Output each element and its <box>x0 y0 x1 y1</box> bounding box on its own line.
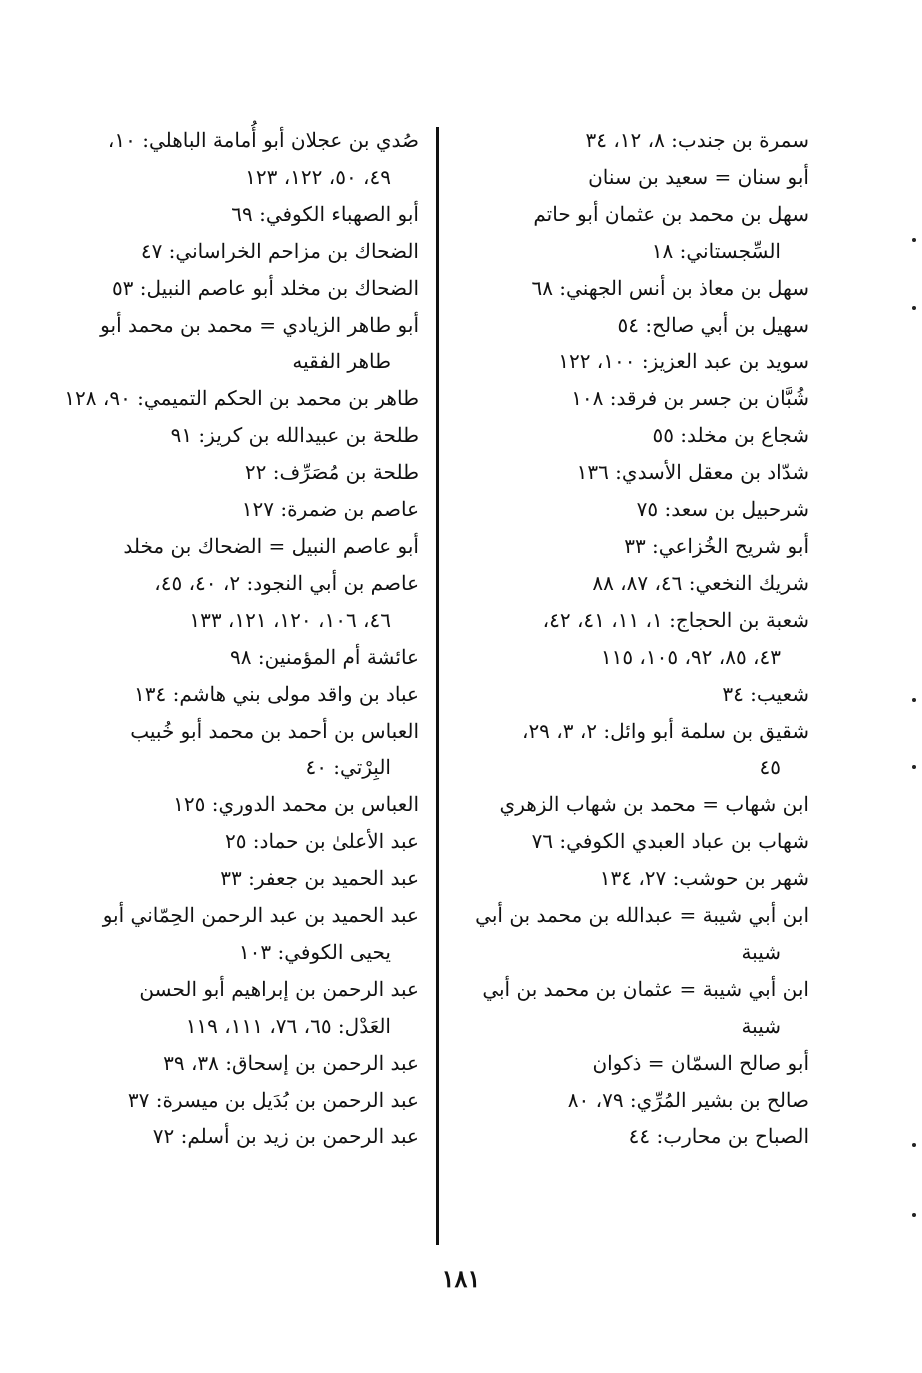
index-entry-text: الضحاك بن مزاحم الخراساني: ٤٧ <box>140 238 419 263</box>
index-entry-text: عاصم بن أبي النجود: ٢، ٤٠، ٤٥، <box>154 570 419 595</box>
index-entry <box>459 343 809 380</box>
index-entry <box>459 823 809 860</box>
index-entry <box>459 971 809 1045</box>
index-entry-text: سهيل بن أبي صالح: ٥٤ <box>617 312 809 337</box>
index-entry-text: عاصم بن ضمرة: ١٢٧ <box>241 497 419 522</box>
index-entry <box>39 786 419 823</box>
index-entry-text: عبد الرحمن بن إسحاق: ٣٨، ٣٩ <box>163 1050 419 1075</box>
index-entry-text: أبو سنان = سعيد بن سنان <box>588 164 809 189</box>
index-entry-text: سمرة بن جندب: ٨، ١٢، ٣٤ <box>585 128 809 152</box>
index-entry <box>459 122 809 159</box>
index-entry <box>39 491 419 528</box>
index-entry-text: شهر بن حوشب: ٢٧، ١٣٤ <box>599 866 809 891</box>
index-entry-text: سهل بن محمد بن عثمان أبو حاتم <box>533 201 809 226</box>
index-entry <box>459 860 809 897</box>
index-entry-text: عبد الحميد بن جعفر: ٣٣ <box>220 866 419 891</box>
index-entry-text: عبد الرحمن بن إبراهيم أبو الحسن <box>139 976 419 1001</box>
edge-mark <box>912 698 916 702</box>
index-entry-text: طاهر بن محمد بن الحكم التميمي: ٩٠، ١٢٨ <box>64 386 419 411</box>
index-entry <box>39 565 419 639</box>
index-entry-text: صُدي بن عجلان أبو أُمامة الباهلي: ١٠، <box>107 128 419 152</box>
index-entry <box>459 1082 809 1119</box>
right-column <box>459 122 809 1155</box>
index-entry-text: طلحة بن عبيدالله بن كريز: ٩١ <box>170 423 419 448</box>
index-entry-text: ابن شهاب = محمد بن شهاب الزهري <box>499 792 809 817</box>
edge-mark <box>912 1143 916 1147</box>
index-entry <box>39 307 419 381</box>
index-entry-continuation: السِّجستاني: ١٨ <box>651 238 781 263</box>
index-entry-text: عبد الأعلىٰ بن حماد: ٢٥ <box>224 829 419 854</box>
index-entry-continuation: طاهر الفقيه <box>292 349 391 374</box>
index-entry-text: الضحاك بن مخلد أبو عاصم النبيل: ٥٣ <box>111 275 419 300</box>
index-entry <box>39 270 419 307</box>
index-entry-text: شعيب: ٣٤ <box>722 681 809 706</box>
index-entry-text: شهاب بن عباد العبدي الكوفي: ٧٦ <box>531 829 809 854</box>
index-entry <box>459 491 809 528</box>
index-entry <box>39 971 419 1045</box>
edge-mark <box>912 765 916 769</box>
index-entry <box>459 1045 809 1082</box>
index-entry-text: الصباح بن محارب: ٤٤ <box>628 1124 809 1149</box>
index-entry-text: أبو شريح الخُزاعي: ٣٣ <box>624 533 809 558</box>
index-entry-text: شعبة بن الحجاج: ١، ١١، ٤١، ٤٢، <box>542 607 809 632</box>
index-entry <box>39 897 419 971</box>
index-entry-text: عبد الحميد بن عبد الرحمن الحِمّاني أبو <box>102 903 419 928</box>
index-entry <box>459 454 809 491</box>
index-entry-text: شقيق بن سلمة أبو وائل: ٢، ٣، ٢٩، <box>521 718 809 743</box>
index-entry <box>459 602 809 676</box>
index-entry-continuation: ٤٥ <box>759 755 781 780</box>
index-entry-text: ابن أبي شيبة = عثمان بن محمد بن أبي <box>482 976 809 1001</box>
left-column <box>39 122 419 1155</box>
index-entry-continuation: شيبة <box>741 1013 781 1038</box>
index-entry-text: أبو صالح السمّان = ذكوان <box>592 1050 809 1075</box>
index-entry <box>459 676 809 713</box>
index-entry-continuation: العَدْل: ٦٥، ٧٦، ١١١، ١١٩ <box>185 1013 391 1038</box>
index-entry-text: طلحة بن مُصَرِّف: ٢٢ <box>244 460 419 485</box>
edge-mark <box>912 238 916 242</box>
index-entry <box>39 1082 419 1119</box>
index-entry <box>39 454 419 491</box>
index-entry-text: عائشة أم المؤمنين: ٩٨ <box>230 644 419 669</box>
index-entry <box>459 380 809 417</box>
index-entry-text: شريك النخعي: ٤٦، ٨٧، ٨٨ <box>592 570 809 595</box>
index-entry-text: أبو طاهر الزيادي = محمد بن محمد أبو <box>100 312 419 337</box>
index-entry <box>459 565 809 602</box>
index-entry-text: سويد بن عبد العزيز: ١٠٠، ١٢٢ <box>558 349 809 374</box>
index-entry <box>459 713 809 787</box>
index-entry-continuation: البِرْتي: ٤٠ <box>305 755 391 780</box>
index-entry-text: أبو الصهباء الكوفي: ٦٩ <box>231 201 419 226</box>
index-entry-continuation: ٤٣، ٨٥، ٩٢، ١٠٥، ١١٥ <box>600 644 781 669</box>
index-entry <box>39 713 419 787</box>
index-entry <box>39 122 419 196</box>
index-entry <box>39 528 419 565</box>
column-divider <box>436 127 439 1245</box>
edge-mark <box>912 306 916 310</box>
index-entry <box>459 786 809 823</box>
index-entry-text: صالح بن بشير المُرِّي: ٧٩، ٨٠ <box>567 1087 809 1112</box>
index-entry <box>459 270 809 307</box>
index-entry <box>39 639 419 676</box>
index-entry <box>39 417 419 454</box>
index-entry <box>459 159 809 196</box>
index-entry-text: شُبَّان بن جسر بن فرقد: ١٠٨ <box>571 386 809 411</box>
index-entry <box>39 860 419 897</box>
index-entry-continuation: ٤٩، ٥٠، ١٢٢، ١٢٣ <box>245 164 391 189</box>
index-entry <box>459 528 809 565</box>
index-entry-text: عباد بن واقد مولى بني هاشم: ١٣٤ <box>134 681 419 706</box>
index-entry <box>39 1118 419 1155</box>
page-number: ١٨١ <box>441 1264 481 1293</box>
index-entry-continuation: ٤٦، ١٠٦، ١٢٠، ١٢١، ١٣٣ <box>189 607 391 632</box>
index-entry-text: شجاع بن مخلد: ٥٥ <box>652 423 809 448</box>
index-entry <box>39 196 419 233</box>
index-entry <box>39 380 419 417</box>
index-entry-text: شدّاد بن معقل الأسدي: ١٣٦ <box>576 460 809 485</box>
index-entry <box>39 1045 419 1082</box>
index-entry-continuation: يحيى الكوفي: ١٠٣ <box>238 939 391 964</box>
index-entry-text: أبو عاصم النبيل = الضحاك بن مخلد <box>123 533 419 558</box>
edge-mark <box>912 1213 916 1217</box>
index-entry <box>39 823 419 860</box>
index-entry <box>459 417 809 454</box>
index-entry-text: العباس بن أحمد بن محمد أبو خُبيب <box>130 718 419 743</box>
index-entry <box>459 1118 809 1155</box>
index-entry <box>459 196 809 270</box>
index-entry <box>39 676 419 713</box>
index-entry <box>459 307 809 344</box>
index-entry <box>39 233 419 270</box>
index-entry-text: ابن أبي شيبة = عبدالله بن محمد بن أبي <box>475 903 809 928</box>
index-entry-text: عبد الرحمن بن بُدَيل بن ميسرة: ٣٧ <box>127 1087 419 1112</box>
index-entry-text: شرحبيل بن سعد: ٧٥ <box>636 497 809 522</box>
index-entry <box>459 897 809 971</box>
index-entry-text: العباس بن محمد الدوري: ١٢٥ <box>173 792 419 817</box>
index-entry-text: عبد الرحمن بن زيد بن أسلم: ٧٢ <box>152 1124 419 1149</box>
index-entry-text: سهل بن معاذ بن أنس الجهني: ٦٨ <box>531 275 809 300</box>
index-entry-continuation: شيبة <box>741 939 781 964</box>
